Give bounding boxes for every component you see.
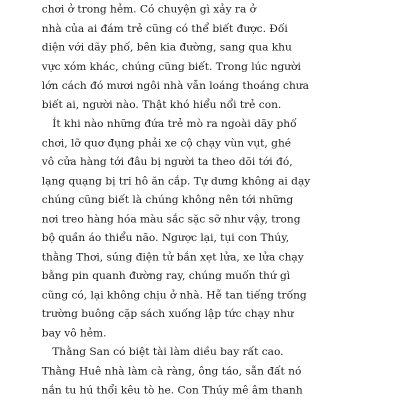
text-line: vực xóm khác, chúng cũng biết. Trong lúc người xyxy=(41,60,301,73)
text-line: nơi treo hàng hóa màu sắc sặc sỡ như vậy, trong xyxy=(41,213,301,225)
text-line: nhà của ai đám trẻ cũng có thể biết được. Đối xyxy=(41,22,288,35)
text-line: thằng Thơi, súng điện tử bắn xẹt lửa, xe lửa chạy xyxy=(41,251,304,264)
text-line: chơi ở trong hẻm. Có chuyện gì xảy ra ở xyxy=(41,3,257,16)
text-line: diện với dãy phố, bên kia đường, sang qua khu xyxy=(41,41,292,54)
text-line: cũng có, lại không chịu ở nhà. Hễ tan tiếng trống xyxy=(41,289,307,302)
text-line: lạng quạng bị tri hô ăn cắp. Tự dưng không ai dạy xyxy=(41,175,311,187)
text-line: lớn cách đó mươi ngôi nhà vẫn loáng thoáng chưa xyxy=(41,79,309,92)
text-line: Thằng San có biệt tài làm diều bay rất cao. xyxy=(52,346,284,359)
text-line: bay vô hẻm. xyxy=(41,327,107,340)
text-line: vô cửa hàng tới đâu bị người ta theo dõi tới đó, xyxy=(41,155,293,168)
text-line: chúng cũng biết là chúng không nên tới những xyxy=(41,194,294,206)
text-line: trường buông cặp sách xuống lập tức chạy như xyxy=(41,308,294,321)
text-line: bộ quần áo thiểu não. Ngược lại, tụi con Thúy, xyxy=(41,232,290,245)
text-line: biết ai, người nào. Thật khó hiểu nổi trẻ con. xyxy=(41,98,282,111)
text-line: nắn tu hú thổi kêu tò he. Con Thúy mê âm thanh xyxy=(41,384,303,397)
text-line: Ít khi nào những đứa trẻ mò ra ngoài dãy phố xyxy=(52,117,297,130)
text-line: chơi, lỡ quơ đụng phải xe cộ chạy vùn vụt, ghé xyxy=(41,136,292,149)
text-line: Thằng Huê nhà làm cà ràng, ông táo, sẵn đất nó xyxy=(41,365,302,378)
text-line: bằng pin quanh đường ray, chúng muốn thứ gì xyxy=(41,270,291,283)
